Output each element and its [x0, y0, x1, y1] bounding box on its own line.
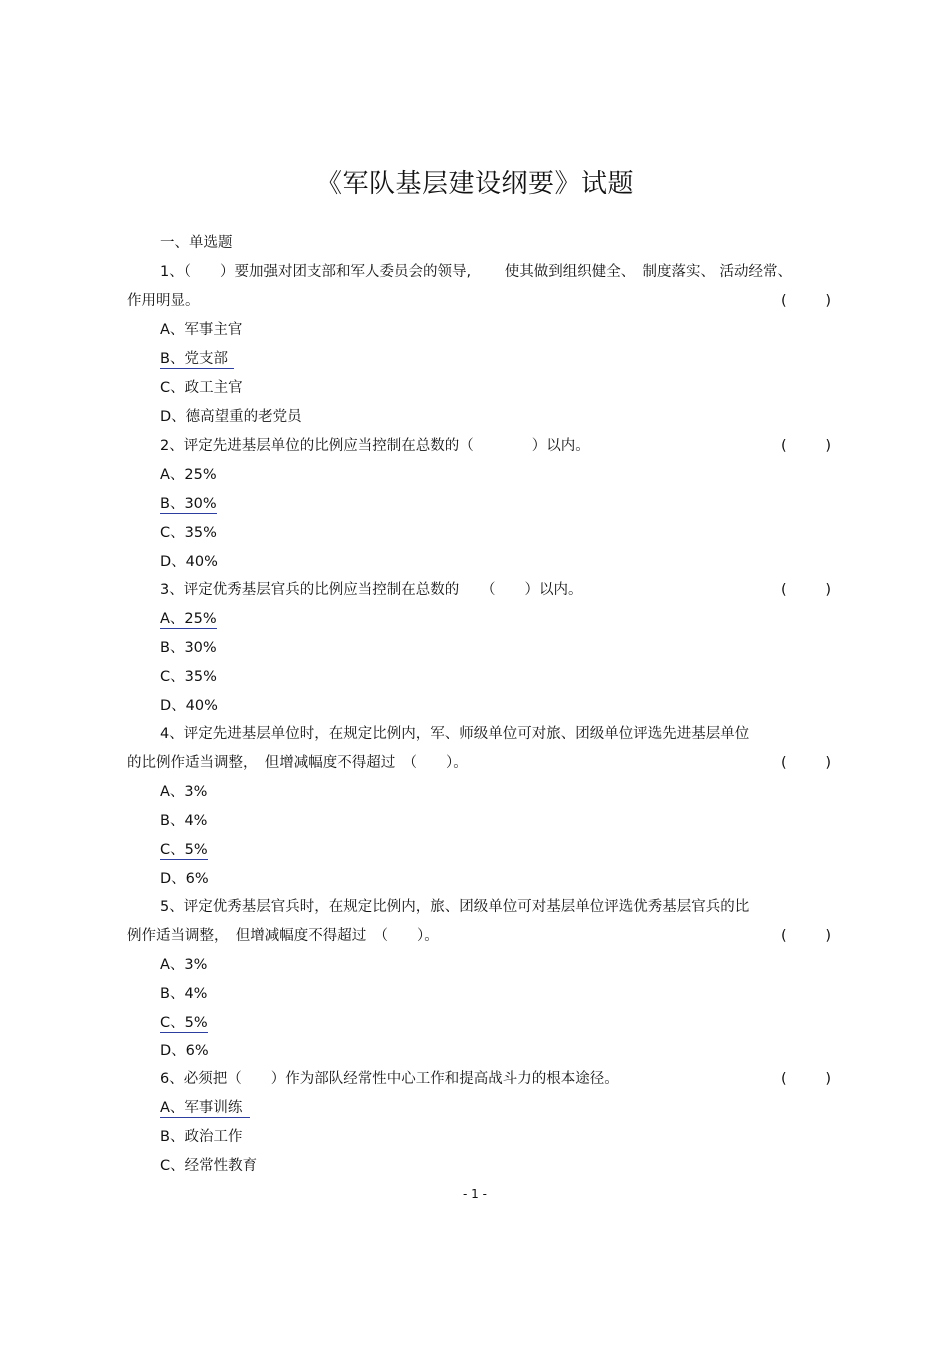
q6-option-c: C、经常性教育: [160, 1158, 258, 1174]
q2-option-a: A、25%: [160, 467, 217, 483]
question-1-text: 1、（ ）要加强对团支部和军人委员会的领导, 使其做到组织健全、 制度落实、 活动经常、: [160, 264, 793, 280]
question-4-text: 4、评定先进基层单位时，在规定比例内，军、师级单位可对旅、团级单位评选先进基层单位: [160, 726, 750, 742]
q3-option-d: D、40%: [160, 698, 218, 714]
answer-mark: C、5%: [160, 1015, 208, 1031]
answer-parens: ( ): [781, 928, 831, 944]
q1-option-b: [160, 350, 234, 368]
q2-option-c: C、35%: [160, 525, 217, 541]
question-5-text: 5、评定优秀基层官兵时，在规定比例内，旅、团级单位可对基层单位评选优秀基层官兵的比: [160, 899, 750, 915]
q5-option-d: D、6%: [160, 1043, 209, 1059]
answer-mark: B、30%: [160, 496, 217, 512]
q1-option-c: C、政工主官: [160, 380, 243, 396]
q4-option-a: A、3%: [160, 784, 208, 800]
section-heading: 一、单选题: [160, 235, 233, 251]
q3-option-b: B、30%: [160, 640, 217, 656]
q6-option-b: B、政治工作: [160, 1129, 243, 1145]
q3-option-a: [160, 610, 217, 628]
answer-mark: A、25%: [160, 611, 217, 627]
page-number: - 1 -: [463, 1187, 487, 1201]
q4-option-c: [160, 841, 208, 859]
answer-mark: A、军事训练: [160, 1100, 250, 1118]
q4-option-d: D、6%: [160, 871, 209, 887]
q3-option-c: C、35%: [160, 669, 217, 685]
answer-parens: ( ): [781, 1071, 831, 1087]
answer-parens: ( ): [781, 755, 831, 771]
q5-option-c: [160, 1014, 208, 1032]
q2-option-b: [160, 495, 217, 513]
question-5-text-cont: 例作适当调整， 但增减幅度不得超过 （ ）。: [127, 928, 439, 944]
question-2-text: 2、评定先进基层单位的比例应当控制在总数的（ ）以内。: [160, 438, 590, 454]
document-title: 《军队基层建设纲要》试题: [315, 169, 634, 199]
answer-parens: ( ): [781, 293, 831, 309]
q4-option-b: B、4%: [160, 813, 208, 829]
answer-mark: B、党支部: [160, 351, 234, 369]
question-1-text-cont: 作用明显。: [127, 293, 200, 309]
q6-option-a: [160, 1099, 250, 1117]
answer-parens: ( ): [781, 438, 831, 454]
answer-mark: C、5%: [160, 842, 208, 858]
question-6-text: 6、必须把（ ）作为部队经常性中心工作和提高战斗力的根本途径。: [160, 1071, 619, 1087]
question-3-text: 3、评定优秀基层官兵的比例应当控制在总数的 （ ）以内。: [160, 582, 583, 598]
q5-option-a: A、3%: [160, 957, 208, 973]
answer-parens: ( ): [781, 582, 831, 598]
q1-option-a: A、军事主官: [160, 322, 243, 338]
q5-option-b: B、4%: [160, 986, 208, 1002]
question-4-text-cont: 的比例作适当调整， 但增减幅度不得超过 （ ）。: [127, 755, 468, 771]
q1-option-d: D、德高望重的老党员: [160, 409, 302, 425]
q2-option-d: D、40%: [160, 554, 218, 570]
